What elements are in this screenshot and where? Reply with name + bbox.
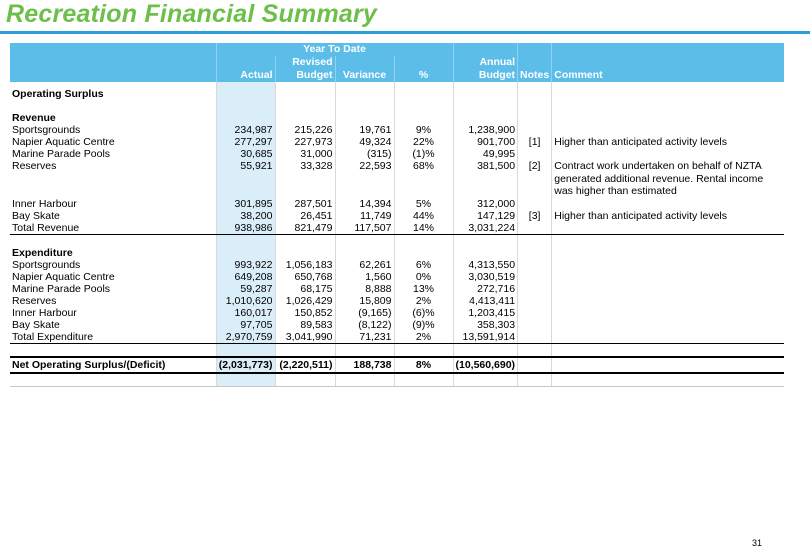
percent-value: (6)% <box>394 307 453 319</box>
revenue-row <box>10 136 784 148</box>
header-annual-budget: Budget <box>453 69 518 82</box>
revenue-row <box>10 210 784 222</box>
empty-cell <box>275 100 335 112</box>
expenditure-heading <box>10 247 784 259</box>
actual-value: 301,895 <box>216 198 275 210</box>
actual-value: 55,921 <box>216 160 275 198</box>
variance-value: 71,231 <box>335 331 394 344</box>
empty-cell <box>552 100 784 112</box>
empty-cell <box>453 373 518 387</box>
annual-budget-value: 312,000 <box>453 198 518 210</box>
empty-cell <box>275 373 335 387</box>
empty-cell <box>275 247 335 259</box>
comment-text <box>552 357 784 373</box>
expenditure-row <box>10 295 784 307</box>
note-ref <box>518 331 552 344</box>
actual-value: 993,922 <box>216 259 275 271</box>
financial-summary-table <box>10 43 784 387</box>
note-ref <box>518 222 552 235</box>
note-ref <box>518 295 552 307</box>
row-name: Bay Skate <box>12 209 60 222</box>
empty-cell <box>552 88 784 100</box>
empty-cell <box>453 88 518 100</box>
header-year-to-date: Year To Date <box>216 43 453 56</box>
variance-value: (315) <box>335 148 394 160</box>
variance-value: (8,122) <box>335 319 394 331</box>
revised-budget-value: 227,973 <box>275 136 335 148</box>
annual-budget-value: 49,995 <box>453 148 518 160</box>
annual-budget-value: 1,203,415 <box>453 307 518 319</box>
empty-cell <box>275 112 335 124</box>
revised-budget-value: 68,175 <box>275 283 335 295</box>
empty-cell <box>216 247 275 259</box>
actual-value: 277,297 <box>216 136 275 148</box>
comment-text: Higher than anticipated activity levels <box>552 136 784 148</box>
empty-cell <box>518 234 552 247</box>
empty-cell <box>275 88 335 100</box>
empty-cell <box>552 112 784 124</box>
percent-value: 9% <box>394 124 453 136</box>
annual-budget-value: 901,700 <box>453 136 518 148</box>
note-ref: [2] <box>518 160 552 198</box>
revised-budget-value: 150,852 <box>275 307 335 319</box>
empty-cell <box>518 343 552 357</box>
empty-cell <box>216 343 275 357</box>
empty-cell <box>335 373 394 387</box>
empty-cell <box>394 343 453 357</box>
header-variance: Variance <box>335 69 394 82</box>
spacer-row <box>10 100 784 112</box>
header-revised: Revised <box>275 56 335 69</box>
percent-value: 14% <box>394 222 453 235</box>
comment-text <box>552 124 784 136</box>
revised-budget-value: 1,026,429 <box>275 295 335 307</box>
empty-cell <box>335 88 394 100</box>
comment-text <box>552 319 784 331</box>
variance-value: 22,593 <box>335 160 394 198</box>
comment-text <box>552 307 784 319</box>
annual-budget-value: 3,031,224 <box>453 222 518 235</box>
variance-value: 49,324 <box>335 136 394 148</box>
percent-value: 68% <box>394 160 453 198</box>
percent-value: (9)% <box>394 319 453 331</box>
note-ref <box>518 357 552 373</box>
empty-cell <box>518 247 552 259</box>
row-name: Reserves <box>12 294 57 307</box>
note-ref: [3] <box>518 210 552 222</box>
annual-budget-value: 147,129 <box>453 210 518 222</box>
comment-text <box>552 295 784 307</box>
actual-value: 234,987 <box>216 124 275 136</box>
revised-budget-value: 821,479 <box>275 222 335 235</box>
row-name: Inner Harbour <box>12 306 77 319</box>
expenditure-row <box>10 271 784 283</box>
row-name: Sportsgrounds <box>12 258 81 271</box>
empty-cell <box>275 343 335 357</box>
expenditure-row <box>10 307 784 319</box>
row-name: Marine Parade Pools <box>12 282 111 295</box>
percent-value: 6% <box>394 259 453 271</box>
note-ref <box>518 124 552 136</box>
empty-cell <box>10 373 216 387</box>
revised-budget-value: 26,451 <box>275 210 335 222</box>
empty-cell <box>518 112 552 124</box>
note-ref <box>518 259 552 271</box>
header-revised-budget: Budget <box>275 69 335 82</box>
empty-cell <box>552 247 784 259</box>
revised-budget-value: 1,056,183 <box>275 259 335 271</box>
actual-value: 97,705 <box>216 319 275 331</box>
row-name: Total Revenue <box>10 222 216 235</box>
empty-cell <box>552 343 784 357</box>
actual-value: 649,208 <box>216 271 275 283</box>
expenditure-row <box>10 283 784 295</box>
annual-budget-value: 4,313,550 <box>453 259 518 271</box>
row-name: Bay Skate <box>12 318 60 331</box>
comment-text <box>552 259 784 271</box>
revised-budget-value: 89,583 <box>275 319 335 331</box>
comment-text: Higher than anticipated activity levels <box>552 210 784 222</box>
spacer-row <box>10 373 784 387</box>
empty-cell <box>394 100 453 112</box>
empty-cell <box>335 343 394 357</box>
revenue-total-row <box>10 222 784 235</box>
row-name: Napier Aquatic Centre <box>12 270 115 283</box>
empty-cell <box>216 234 275 247</box>
revised-budget-value: (2,220,511) <box>275 357 335 373</box>
expenditure-row <box>10 259 784 271</box>
header-pct: % <box>394 69 453 82</box>
note-ref <box>518 271 552 283</box>
empty-cell <box>394 373 453 387</box>
header-annual: Annual <box>453 56 518 69</box>
comment-text <box>552 283 784 295</box>
net-operating-row <box>10 357 784 373</box>
revised-budget-value: 33,328 <box>275 160 335 198</box>
row-name: Marine Parade Pools <box>12 148 111 160</box>
row-name: Napier Aquatic Centre <box>12 136 115 148</box>
note-ref <box>518 307 552 319</box>
percent-value: 44% <box>394 210 453 222</box>
annual-budget-value: (10,560,690) <box>453 357 518 373</box>
percent-value: 8% <box>394 357 453 373</box>
empty-cell <box>453 343 518 357</box>
empty-cell <box>453 112 518 124</box>
variance-value: 117,507 <box>335 222 394 235</box>
actual-value: 38,200 <box>216 210 275 222</box>
variance-value: 15,809 <box>335 295 394 307</box>
header-comment: Comment <box>552 69 784 82</box>
header-notes: Notes <box>518 69 552 82</box>
empty-cell <box>335 247 394 259</box>
comment-text <box>552 198 784 210</box>
comment-text <box>552 222 784 235</box>
comment-text <box>552 331 784 344</box>
empty-cell <box>518 373 552 387</box>
empty-cell <box>394 112 453 124</box>
empty-cell <box>552 234 784 247</box>
row-name: Sportsgrounds <box>12 124 81 136</box>
page-number: 31 <box>751 538 762 548</box>
variance-value: 8,888 <box>335 283 394 295</box>
empty-cell <box>552 373 784 387</box>
row-name: Total Expenditure <box>10 331 216 344</box>
expenditure-heading-label: Expenditure <box>12 246 73 259</box>
empty-cell <box>453 100 518 112</box>
expenditure-row <box>10 319 784 331</box>
operating-surplus-heading-label: Operating Surplus <box>12 88 104 100</box>
empty-cell <box>453 234 518 247</box>
percent-value: 5% <box>394 198 453 210</box>
variance-value: 14,394 <box>335 198 394 210</box>
empty-cell <box>335 112 394 124</box>
row-name: Net Operating Surplus/(Deficit) <box>10 357 216 373</box>
revenue-row <box>10 198 784 210</box>
annual-budget-value: 4,413,411 <box>453 295 518 307</box>
variance-value: (9,165) <box>335 307 394 319</box>
revenue-heading-label: Revenue <box>12 112 56 124</box>
variance-value: 1,560 <box>335 271 394 283</box>
actual-value: 2,970,759 <box>216 331 275 344</box>
annual-budget-value: 1,238,900 <box>453 124 518 136</box>
empty-cell <box>518 88 552 100</box>
expenditure-total-row <box>10 331 784 344</box>
empty-cell <box>394 88 453 100</box>
empty-cell <box>10 234 216 247</box>
percent-value: 2% <box>394 295 453 307</box>
note-ref <box>518 319 552 331</box>
row-name: Reserves <box>12 160 57 172</box>
row-name: Inner Harbour <box>12 197 77 210</box>
percent-value: 13% <box>394 283 453 295</box>
empty-cell <box>394 247 453 259</box>
empty-cell <box>453 247 518 259</box>
note-ref: [1] <box>518 136 552 148</box>
revised-budget-value: 215,226 <box>275 124 335 136</box>
revised-budget-value: 650,768 <box>275 271 335 283</box>
variance-value: 188,738 <box>335 357 394 373</box>
empty-cell <box>216 112 275 124</box>
revised-budget-value: 287,501 <box>275 198 335 210</box>
annual-budget-value: 358,303 <box>453 319 518 331</box>
operating-surplus-heading <box>10 88 784 100</box>
spacer-row <box>10 343 784 357</box>
note-ref <box>518 148 552 160</box>
revised-budget-value: 31,000 <box>275 148 335 160</box>
empty-cell <box>216 100 275 112</box>
comment-text: Contract work undertaken on behalf of NZTA generated additional revenue. Rental income was higher than estimated <box>552 160 784 198</box>
actual-value: 30,685 <box>216 148 275 160</box>
actual-value: 160,017 <box>216 307 275 319</box>
variance-value: 11,749 <box>335 210 394 222</box>
empty-cell <box>335 100 394 112</box>
annual-budget-value: 13,591,914 <box>453 331 518 344</box>
percent-value: 22% <box>394 136 453 148</box>
empty-cell <box>394 234 453 247</box>
empty-cell <box>10 100 216 112</box>
variance-value: 19,761 <box>335 124 394 136</box>
annual-budget-value: 3,030,519 <box>453 271 518 283</box>
revised-budget-value: 3,041,990 <box>275 331 335 344</box>
empty-cell <box>335 234 394 247</box>
actual-value: 59,287 <box>216 283 275 295</box>
spacer-row <box>10 234 784 247</box>
comment-text <box>552 148 784 160</box>
revenue-row <box>10 148 784 160</box>
percent-value: (1)% <box>394 148 453 160</box>
comment-text <box>552 271 784 283</box>
revenue-row <box>10 160 784 198</box>
table-body <box>10 82 784 386</box>
empty-cell <box>216 88 275 100</box>
revenue-row <box>10 124 784 136</box>
actual-value: 1,010,620 <box>216 295 275 307</box>
variance-value: 62,261 <box>335 259 394 271</box>
annual-budget-value: 381,500 <box>453 160 518 198</box>
actual-value: (2,031,773) <box>216 357 275 373</box>
header-actual: Actual <box>216 69 275 82</box>
empty-cell <box>518 100 552 112</box>
percent-value: 2% <box>394 331 453 344</box>
page-title: Recreation Financial Summary <box>6 0 378 28</box>
title-rule <box>0 31 810 34</box>
percent-value: 0% <box>394 271 453 283</box>
empty-cell <box>216 373 275 387</box>
actual-value: 938,986 <box>216 222 275 235</box>
note-ref <box>518 283 552 295</box>
note-ref <box>518 198 552 210</box>
empty-cell <box>10 343 216 357</box>
annual-budget-value: 272,716 <box>453 283 518 295</box>
revenue-heading <box>10 112 784 124</box>
empty-cell <box>275 234 335 247</box>
